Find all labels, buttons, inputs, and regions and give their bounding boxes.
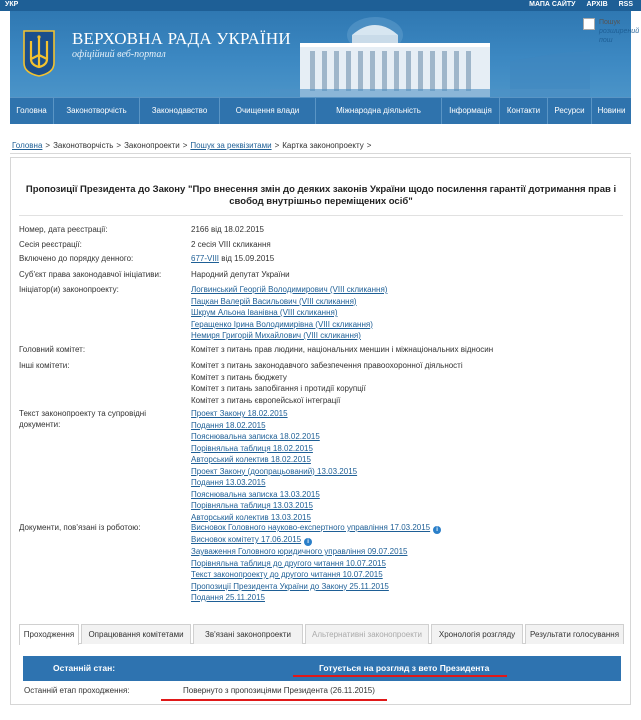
session-value: 2 сесія VIII скликання — [191, 240, 271, 249]
tab-voting-results[interactable]: Результати голосування — [525, 624, 624, 644]
number-row — [19, 224, 623, 236]
last-stage-label: Останній етап проходження: — [24, 686, 130, 695]
nav-item-lawmaking[interactable]: Законотворчість — [54, 98, 140, 124]
main-committee-value: Комітет з питань прав людини, національних меншин і міжнаціональних відносин — [191, 345, 494, 354]
tab-committees[interactable]: Опрацювання комітетами — [81, 624, 191, 644]
breadcrumb-home-link[interactable]: Головна — [12, 141, 43, 150]
breadcrumb: Головна > Законотворчість > Законопроекти > Пошук за реквізитами > Картка законопроекту > — [12, 141, 372, 150]
trident-emblem-icon[interactable] — [22, 29, 56, 77]
document-link[interactable]: Порівняльна таблиця 18.02.2015 — [191, 443, 313, 453]
nav-item-international[interactable]: Міжнародна діяльність — [316, 98, 442, 124]
related-document-link[interactable]: Текст законопроекту до другого читання 10.07.2015 — [191, 570, 383, 579]
document-link[interactable]: Подання 18.02.2015 — [191, 420, 266, 430]
initiator-link[interactable]: Немиря Григорій Михайлович (VIII скликання) — [191, 331, 361, 340]
rss-link[interactable]: RSS — [618, 1, 633, 8]
bill-tabs — [19, 624, 624, 644]
stage-highlight-underline — [161, 699, 387, 701]
subject-value: Народний депутат України — [191, 270, 290, 279]
site-subtitle: офіційний веб-портал — [72, 49, 166, 60]
initiator-link[interactable]: Шкрум Альона Іванівна (VIII скликання) — [191, 308, 338, 317]
breadcrumb-current: Картка законопроекту — [282, 141, 364, 150]
last-status-label: Останній стан: — [53, 663, 116, 673]
initiator-link[interactable]: Пацкан Валерій Васильович (VIII скликання) — [191, 296, 357, 306]
tab-linked-bills[interactable]: Зв'язані законопроекти — [193, 624, 303, 644]
related-document-link[interactable]: Висновок Головного науково-експертного управління 17.03.2015 — [191, 523, 431, 532]
document-link[interactable]: Проект Закону (доопрацьований) 13.03.2015 — [191, 466, 358, 476]
language-switch[interactable]: УКР — [5, 1, 19, 8]
archive-link[interactable]: АРХІВ — [586, 1, 608, 8]
last-status-value: Готується на розгляд з вето Президента — [319, 663, 490, 673]
committee-item: Комітет з питань запобігання і протидії корупції — [191, 384, 366, 393]
breadcrumb-bills[interactable]: Законопроекти — [124, 141, 180, 150]
parliament-building-image — [270, 11, 590, 97]
document-link[interactable]: Подання 13.03.2015 — [191, 478, 266, 487]
top-links — [520, 1, 633, 8]
other-committees-label: Інші комітети: — [19, 361, 70, 370]
document-link[interactable]: Пояснювальна записка 18.02.2015 — [191, 432, 320, 441]
document-link[interactable]: Авторський колектив 13.03.2015 — [191, 512, 311, 522]
info-icon[interactable]: i — [433, 526, 441, 534]
bill-title: Пропозиції Президента до Закону "Про внесення змін до деяких законів України щодо посилення гарантії дотримання прав і свобод внутрішньо переміщених осіб" — [25, 184, 617, 207]
documents-label: Текст законопроекту та супровідні документи: — [19, 409, 146, 429]
document-link[interactable]: Проект Закону 18.02.2015 — [191, 409, 288, 418]
nav-item-information[interactable]: Інформація — [442, 98, 500, 124]
related-document-link[interactable]: Висновок комітету 17.06.2015 — [191, 535, 302, 544]
tab-alternative-bills[interactable]: Альтернативні законопроекти — [305, 624, 429, 644]
tab-passage[interactable]: Проходження — [19, 624, 79, 645]
number-value: 2166 від 18.02.2015 — [191, 225, 264, 234]
nav-item-legislation[interactable]: Законодавство — [140, 98, 220, 124]
search-button[interactable]: Пошук — [599, 19, 621, 26]
subject-label: Суб'єкт права законодавчої ініціативи: — [19, 270, 162, 279]
main-nav — [10, 97, 631, 124]
nav-item-contacts[interactable]: Контакти — [500, 98, 548, 124]
document-link[interactable]: Авторський колектив 18.02.2015 — [191, 455, 311, 464]
document-link[interactable]: Пояснювальна записка 13.03.2015 — [191, 489, 320, 499]
status-highlight-underline — [293, 675, 507, 677]
search-input[interactable] — [583, 18, 595, 30]
related-documents-label: Документи, пов'язані із роботою: — [19, 523, 141, 532]
related-documents-list — [191, 522, 621, 604]
number-label: Номер, дата реєстрації: — [19, 225, 108, 234]
agenda-resolution-link[interactable]: 677-VIII — [191, 254, 220, 263]
subject-row — [19, 269, 623, 281]
last-stage-row — [19, 685, 624, 699]
agenda-label: Включено до порядку денного: — [19, 254, 134, 263]
documents-row — [19, 408, 623, 526]
breadcrumb-divider — [10, 153, 631, 154]
initiator-link[interactable]: Геращенко Ірина Володимирівна (VIII скликання) — [191, 319, 373, 329]
documents-list — [191, 408, 621, 523]
info-icon[interactable]: i — [304, 538, 312, 546]
initiator-link[interactable]: Логвинський Георгій Володимирович (VIII скликання) — [191, 285, 388, 294]
last-stage-value: Повернуто з пропозиціями Президента (26.11.2015) — [183, 686, 375, 695]
site-header — [10, 11, 631, 97]
nav-item-home[interactable]: Головна — [10, 98, 54, 124]
site-title[interactable]: ВЕРХОВНА РАДА УКРАЇНИ — [72, 29, 291, 48]
committee-item: Комітет з питань законодавчого забезпечення правоохоронної діяльності — [191, 361, 463, 370]
sitemap-link[interactable]: МАПА САЙТУ — [529, 1, 576, 8]
tab-chronology[interactable]: Хронологія розгляду — [431, 624, 523, 644]
other-committees-list — [191, 360, 621, 406]
bill-card — [10, 157, 631, 705]
other-committees-row — [19, 360, 623, 408]
session-row — [19, 239, 623, 251]
initiators-list — [191, 284, 621, 342]
initiators-label: Ініціатор(и) законопроекту: — [19, 285, 119, 294]
search-widget — [583, 11, 641, 43]
related-document-link[interactable]: Подання 25.11.2015 — [191, 593, 265, 602]
related-document-link[interactable]: Зауваження Головного юридичного управління 09.07.2015 — [191, 547, 408, 556]
nav-item-lustration[interactable]: Очищення влади — [220, 98, 316, 124]
main-committee-label: Головний комітет: — [19, 345, 86, 354]
nav-item-news[interactable]: Новини — [597, 106, 626, 115]
agenda-row — [19, 253, 623, 265]
main-committee-row — [19, 344, 623, 356]
nav-item-resources[interactable]: Ресурси — [548, 98, 592, 124]
advanced-search-link[interactable]: розширений пош — [599, 28, 640, 44]
breadcrumb-lawmaking[interactable]: Законотворчість — [53, 141, 114, 150]
related-documents-row — [19, 522, 623, 606]
breadcrumb-search-link[interactable]: Пошук за реквізитами — [190, 141, 272, 150]
session-label: Сесія реєстрації: — [19, 240, 82, 249]
related-document-link[interactable]: Порівняльна таблиця до другого читання 10.07.2015 — [191, 558, 386, 568]
related-document-link[interactable]: Пропозиції Президента України до Закону 25.11.2015 — [191, 581, 389, 591]
status-bar — [23, 656, 621, 681]
committee-item: Комітет з питань європейської інтеграції — [191, 395, 341, 405]
committee-item: Комітет з питань бюджету — [191, 372, 287, 382]
initiators-row — [19, 284, 623, 344]
agenda-date: від 15.09.2015 — [221, 254, 275, 263]
document-link[interactable]: Порівняльна таблиця 13.03.2015 — [191, 501, 313, 510]
top-bar — [0, 0, 641, 11]
